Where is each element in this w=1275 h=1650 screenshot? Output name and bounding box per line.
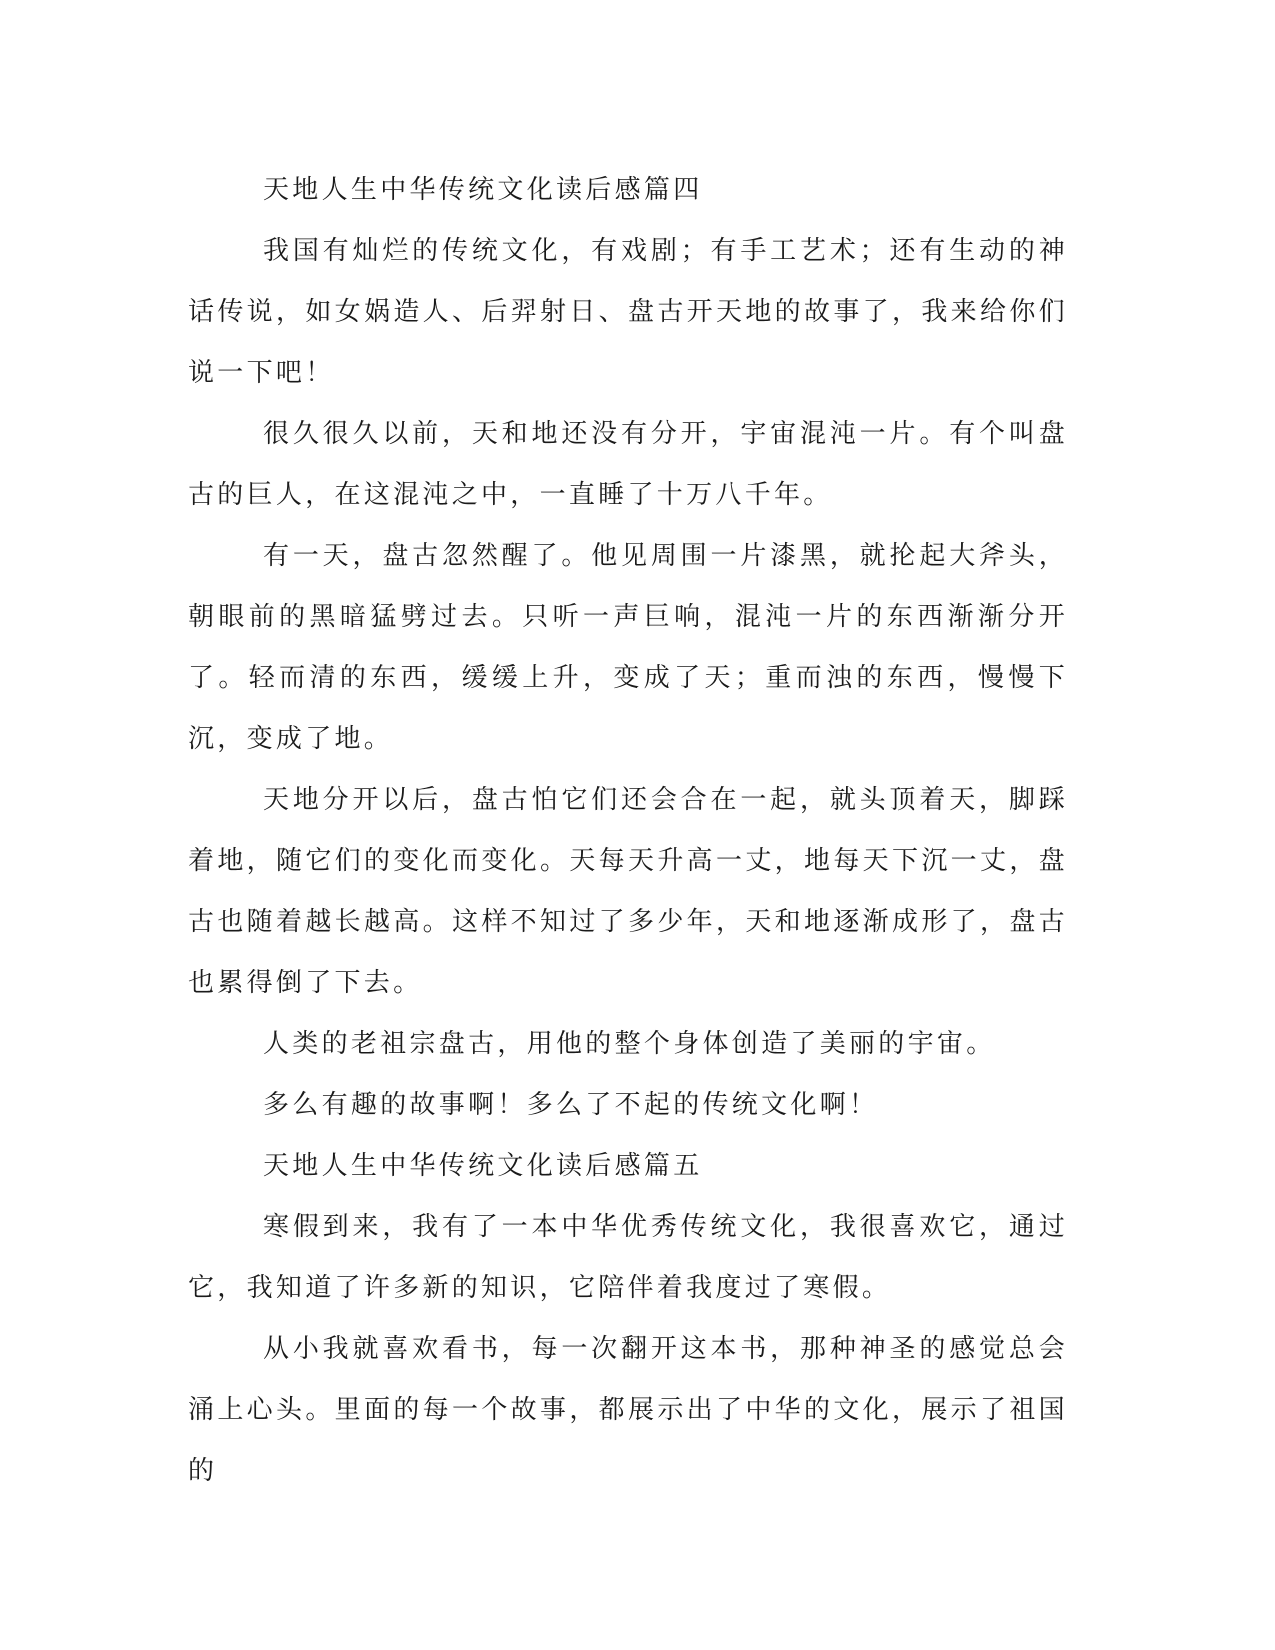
paragraph-winter-break: 寒假到来，我有了一本中华优秀传统文化，我很喜欢它，通过它，我知道了许多新的知识，它陪伴着我度过了寒假。 xyxy=(188,1212,1068,1303)
section-heading-5: 天地人生中华传统文化读后感篇五 xyxy=(263,1151,703,1181)
document-body xyxy=(188,160,1068,1502)
paragraph-reading: 从小我就喜欢看书，每一次翻开这本书，那种神圣的感觉总会涌上心头。里面的每一个故事，都展示出了中华的文化，展示了祖国的 xyxy=(188,1334,1068,1486)
paragraph-ancestor: 人类的老祖宗盘古，用他的整个身体创造了美丽的宇宙。 xyxy=(263,1029,996,1059)
paragraph-heaven-earth-separate: 天地分开以后，盘古怕它们还会合在一起，就头顶着天，脚踩着地，随它们的变化而变化。天每天升高一丈，地每天下沉一丈，盘古也随着越长越高。这样不知过了多少年，天和地逐渐成形了，盘古也累得倒了下去。 xyxy=(188,785,1068,998)
paragraph-intro: 我国有灿烂的传统文化，有戏剧；有手工艺术；还有生动的神话传说，如女娲造人、后羿射日、盘古开天地的故事了，我来给你们说一下吧！ xyxy=(188,236,1068,388)
section-heading-4: 天地人生中华传统文化读后感篇四 xyxy=(263,175,703,205)
paragraph-exclamation: 多么有趣的故事啊！多么了不起的传统文化啊！ xyxy=(263,1090,879,1120)
paragraph-long-ago: 很久很久以前，天和地还没有分开，宇宙混沌一片。有个叫盘古的巨人，在这混沌之中，一直睡了十万八千年。 xyxy=(188,419,1068,510)
paragraph-pangu-awakes: 有一天，盘古忽然醒了。他见周围一片漆黑，就抡起大斧头，朝眼前的黑暗猛劈过去。只听一声巨响，混沌一片的东西渐渐分开了。轻而清的东西，缓缓上升，变成了天；重而浊的东西，慢慢下沉，变成了地。 xyxy=(188,541,1068,754)
